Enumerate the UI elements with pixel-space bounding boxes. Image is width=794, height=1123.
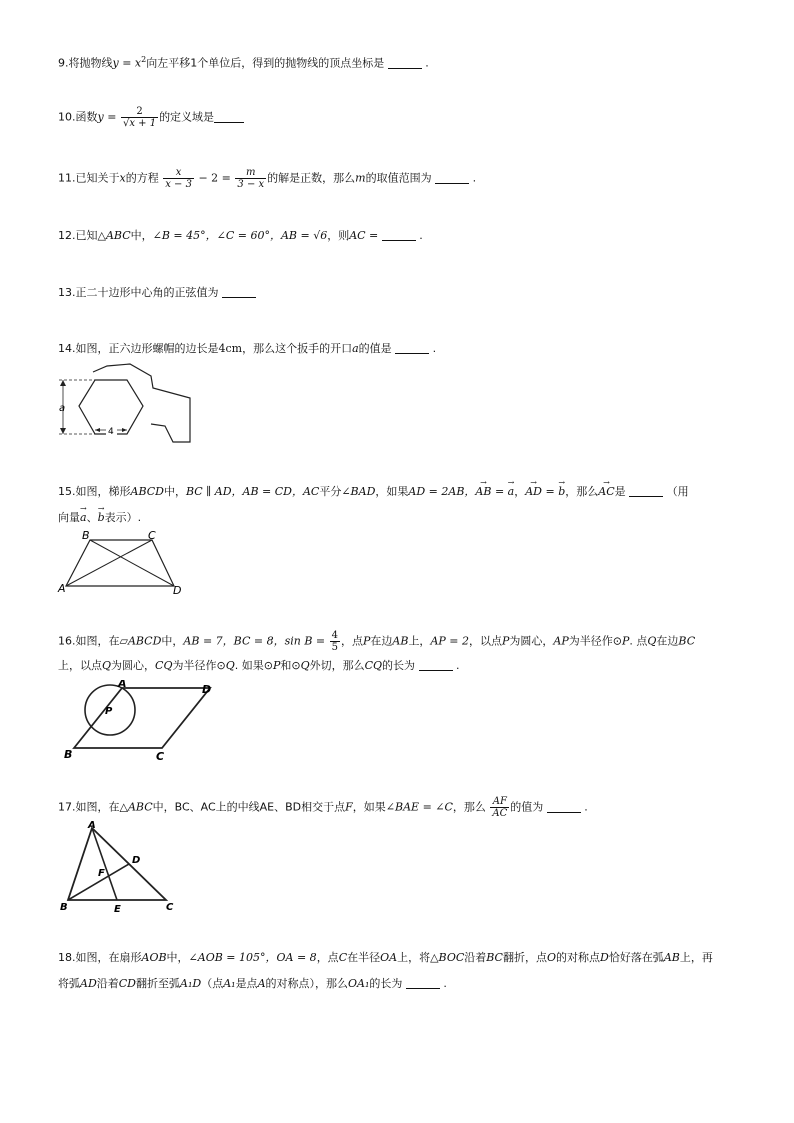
q12-text: 12.已知	[58, 229, 98, 242]
label-a: a	[59, 403, 66, 414]
q15-text-7: （用	[666, 485, 689, 498]
q18-segment-bc: BC	[486, 951, 503, 964]
q16-segment-ap: AP	[553, 634, 569, 648]
answer-blank-14[interactable]	[395, 341, 429, 354]
q14-text: 14.如图，正六边形螺帽的边长是	[58, 342, 219, 355]
label-4: 4	[108, 427, 114, 437]
q15-vector-b: → b	[558, 482, 565, 502]
q17-sides: BC、AC	[174, 800, 216, 814]
q16-period: .	[456, 659, 460, 672]
q15-equals-1: =	[491, 485, 508, 498]
q16-text: 16.如图，在▱	[58, 634, 128, 648]
diagonal-bd	[90, 540, 174, 586]
q11-numerator-1: x	[175, 167, 182, 178]
q18-line2-text-6: 的对称点），那么	[265, 977, 349, 990]
q15-text-6: 是	[614, 485, 626, 498]
q15-line2-text: 向量	[58, 511, 80, 524]
q16-parallelogram: ABCD	[127, 634, 162, 648]
triangle-outline	[68, 828, 166, 900]
q16-numerator: 4	[331, 630, 338, 641]
question-16-line-1	[58, 630, 695, 653]
q16-line2-text: 上，以点	[58, 659, 102, 672]
q17-numerator: AF	[492, 796, 507, 807]
q16-side-bc: BC	[678, 634, 696, 648]
q18-segment-oa1: OA₁	[348, 977, 370, 990]
q17-point-f: F	[345, 800, 353, 814]
q16-text-8: 为半径作⊙	[568, 634, 622, 648]
q17-text-7: 的值为	[510, 800, 544, 814]
label-A: A	[88, 820, 96, 831]
q18-point-d: D	[600, 951, 609, 964]
q18-segment-cd: CD	[118, 977, 137, 990]
q18-arc-ab: AB	[663, 951, 680, 964]
question-13	[58, 283, 256, 303]
q15-line2-sep: 、	[86, 511, 98, 524]
q16-fraction	[330, 630, 340, 653]
q11-fraction-1	[163, 167, 194, 190]
q10-denominator: √x + 1	[122, 118, 157, 129]
label-B: B	[60, 902, 68, 913]
q16-text-6: ，以点	[469, 634, 502, 648]
q10-text: 10.函数	[58, 110, 98, 124]
q16-point-q-3: Q	[225, 659, 235, 672]
q16-segment-cq-2: CQ	[364, 659, 383, 672]
parallelogram-outline	[74, 688, 210, 748]
q12-conditions: ∠B = 45°，∠C = 60°，AB = √6	[152, 229, 328, 242]
q17-medians: AE、BD	[259, 800, 302, 814]
answer-blank-12[interactable]	[382, 228, 416, 241]
q11-text-2: 的方程	[125, 171, 159, 185]
q11-denominator-2: 3 − x	[237, 179, 265, 190]
q18-point-o: O	[546, 951, 557, 964]
trapezoid-outline	[66, 540, 174, 586]
q15-text-4: ，如果	[375, 485, 409, 498]
question-15-line-2	[58, 508, 141, 528]
q9-exponent: 2	[141, 55, 147, 64]
q11-var-m: m	[355, 171, 366, 185]
question-14	[58, 339, 436, 359]
label-A: A	[118, 680, 127, 690]
q18-line2-text-7: 的长为	[369, 977, 403, 990]
q17-text-2: 中，	[152, 800, 175, 814]
arrow-up-icon	[60, 380, 66, 386]
question-18-line-2	[58, 974, 447, 994]
q15-line2-text-2: 表示）.	[104, 511, 142, 524]
q15-line2-vector-a: → a	[80, 508, 87, 528]
q18-period: .	[443, 977, 447, 990]
q15-text-3: 平分	[319, 485, 342, 498]
q15-vector-ac: → AC	[598, 482, 614, 502]
q9-equation: y = x	[112, 56, 142, 70]
q9-text: 9.将抛物线	[58, 56, 113, 70]
q16-text-3: ，点	[341, 634, 363, 648]
q18-line2-text-3: 翻折至弧	[136, 977, 181, 990]
q14-var-a: a	[352, 342, 359, 355]
q17-fraction	[490, 796, 509, 819]
q18-line2-text-4: （点	[201, 977, 224, 990]
label-C: C	[156, 750, 165, 763]
q14-text-3: 的值是	[358, 342, 392, 355]
parallelogram-circle-figure	[60, 680, 222, 766]
q15-text-2: 中，	[163, 485, 186, 498]
q18-text-2: 中，	[166, 951, 189, 964]
question-18-line-1	[58, 948, 713, 968]
q11-denominator-1: x − 3	[165, 179, 192, 190]
q15-equals-2: =	[542, 485, 559, 498]
q16-denominator: 5	[331, 642, 338, 653]
q18-text: 18.如图，在扇形	[58, 951, 142, 964]
label-D: D	[132, 855, 141, 866]
q17-text-3: 上的中线	[215, 800, 260, 814]
q16-text-10: 在边	[656, 634, 679, 648]
q16-point-p-3: P	[621, 634, 630, 648]
q15-conditions-1: BC ∥ AD，AB = CD，AC	[185, 485, 320, 498]
q10-fraction	[121, 106, 158, 129]
q18-line2-text: 将弧	[58, 977, 80, 990]
diagonal-ac	[66, 540, 152, 586]
question-17	[58, 796, 588, 819]
q18-radius-oa: OA	[380, 951, 398, 964]
q16-text-7: 为圆心，	[509, 634, 554, 648]
q18-text-6: 沿着	[464, 951, 487, 964]
q17-triangle: △ABC	[119, 800, 153, 814]
q15-vector-a: → a	[508, 482, 515, 502]
q16-point-p-4: P	[272, 659, 281, 672]
q16-conditions-1: AB = 7，BC = 8，sin B =	[183, 634, 326, 648]
q16-point-q-4: Q	[300, 659, 310, 672]
q11-fraction-2	[235, 167, 266, 190]
label-C: C	[148, 529, 156, 542]
q12-triangle: △ABC	[97, 229, 131, 242]
answer-blank-11[interactable]	[435, 171, 469, 184]
q9-text-2: 向左平移1个单位后，得到的抛物线的顶点坐标是	[146, 56, 385, 70]
q18-point-c: C	[338, 951, 348, 964]
q14-side-length: 4cm	[218, 342, 243, 355]
q16-line2-text-2: 为圆心，	[111, 659, 156, 672]
label-D: D	[202, 683, 212, 696]
q16-line2-text-3: 为半径作⊙	[172, 659, 226, 672]
q11-text-4: 的取值范围为	[365, 171, 432, 185]
q15-vector-ad: → AD	[525, 482, 542, 502]
q12-target: AC =	[349, 229, 379, 242]
q14-text-2: ，那么这个扳手的开口	[242, 342, 353, 355]
q16-text-4: 在边	[370, 634, 393, 648]
q16-point-q-2: Q	[102, 659, 112, 672]
answer-blank-10[interactable]	[214, 110, 244, 123]
arrow-right-icon	[122, 428, 127, 432]
q17-angle-condition: ∠BAE = ∠C	[385, 800, 453, 814]
q15-trapezoid: ABCD	[130, 485, 164, 498]
q11-numerator-2: m	[246, 167, 256, 178]
q10-radicand: x + 1	[129, 118, 157, 129]
q10-equation: y =	[97, 110, 117, 124]
label-C: C	[166, 902, 174, 913]
q16-conditions-2: AP = 2	[430, 634, 469, 648]
q16-text-2: 中，	[161, 634, 184, 648]
q18-point-a: A	[257, 977, 266, 990]
question-11	[58, 167, 476, 190]
q15-conditions-2: AD = 2AB，	[408, 485, 476, 498]
q18-line2-text-2: 沿着	[96, 977, 119, 990]
wrench-hexagon-figure	[55, 362, 195, 452]
answer-blank-16[interactable]	[419, 658, 453, 671]
label-B: B	[82, 529, 90, 542]
q18-text-9: 恰好落在弧	[608, 951, 664, 964]
q18-text-4: 在半径	[347, 951, 381, 964]
answer-blank-13[interactable]	[222, 285, 256, 298]
question-12	[58, 226, 423, 246]
q15-angle: ∠BAD	[341, 485, 376, 498]
q10-numerator: 2	[136, 106, 143, 117]
question-15-line-1	[58, 482, 689, 502]
q11-text-3: 的解是正数，那么	[267, 171, 356, 185]
q16-text-5: 上，	[408, 634, 431, 648]
q12-text-3: ，则	[327, 229, 350, 242]
q16-point-q: Q	[647, 634, 657, 648]
q16-line2-text-5: 和⊙	[280, 659, 301, 672]
q15-comma: ，	[514, 485, 526, 498]
q18-sector: AOB	[141, 951, 167, 964]
label-P: P	[105, 706, 113, 717]
q17-period: .	[584, 800, 588, 814]
q17-denominator: AC	[492, 808, 508, 819]
q12-period: .	[419, 229, 423, 242]
arrow-down-icon	[60, 428, 66, 434]
q17-text: 17.如图，在	[58, 800, 120, 814]
trapezoid-figure	[56, 528, 186, 600]
label-D: D	[173, 584, 182, 597]
q18-point-a1: A₁	[223, 977, 236, 990]
q18-text-10: 上，再	[679, 951, 713, 964]
q18-line2-text-5: 是点	[235, 977, 258, 990]
q15-text: 15.如图，梯形	[58, 485, 131, 498]
q15-vector-ab: → AB	[475, 482, 491, 502]
q10-text-2: 的定义域是	[159, 110, 215, 124]
q11-text: 11.已知关于	[58, 171, 120, 185]
q16-text-9: . 点	[629, 634, 648, 648]
q16-point-p-2: P	[502, 634, 510, 648]
q16-line2-text-6: 外切，那么	[309, 659, 365, 672]
answer-blank-17[interactable]	[547, 800, 581, 813]
q16-point-p: P	[363, 634, 371, 648]
q17-text-6: ，那么	[452, 800, 486, 814]
triangle-medians-figure	[58, 818, 186, 916]
q17-text-4: 相交于点	[301, 800, 346, 814]
question-10	[58, 106, 244, 129]
q17-text-5: ，如果	[352, 800, 386, 814]
q16-segment-cq: CQ	[155, 659, 173, 672]
q11-operator: − 2 =	[198, 171, 231, 185]
q15-text-5: ，那么	[565, 485, 599, 498]
q13-text: 13.正二十边形中心角的正弦值为	[58, 286, 219, 299]
question-9	[58, 50, 429, 74]
q9-period: .	[425, 56, 429, 70]
answer-blank-9[interactable]	[388, 56, 422, 69]
label-A: A	[58, 582, 66, 595]
answer-blank-15[interactable]	[629, 484, 663, 497]
arrow-left-icon	[95, 428, 100, 432]
q12-text-2: 中，	[130, 229, 153, 242]
q14-period: .	[432, 342, 437, 355]
q18-text-5: 上，将	[397, 951, 431, 964]
q15-line2-vector-b: → b	[98, 508, 105, 528]
q18-conditions: ∠AOB = 105°，OA = 8	[188, 951, 317, 964]
q16-line2-text-7: 的长为	[382, 659, 416, 672]
q16-side-ab: AB	[392, 634, 409, 648]
q16-line2-text-4: . 如果⊙	[234, 659, 273, 672]
question-16-line-2	[58, 656, 460, 676]
q18-arc-ad: AD	[80, 977, 97, 990]
q18-triangle-boc: △BOC	[430, 951, 465, 964]
q18-text-3: ，点	[316, 951, 339, 964]
label-B: B	[64, 748, 73, 761]
q18-arc-a1d: A₁D	[180, 977, 202, 990]
answer-blank-18[interactable]	[406, 976, 440, 989]
q11-var-x: x	[119, 171, 126, 185]
q18-text-7: 翻折，点	[502, 951, 547, 964]
label-E: E	[114, 904, 121, 915]
q18-text-8: 的对称点	[556, 951, 601, 964]
label-F: F	[98, 868, 105, 879]
median-ae	[92, 828, 117, 900]
q11-period: .	[472, 171, 477, 185]
